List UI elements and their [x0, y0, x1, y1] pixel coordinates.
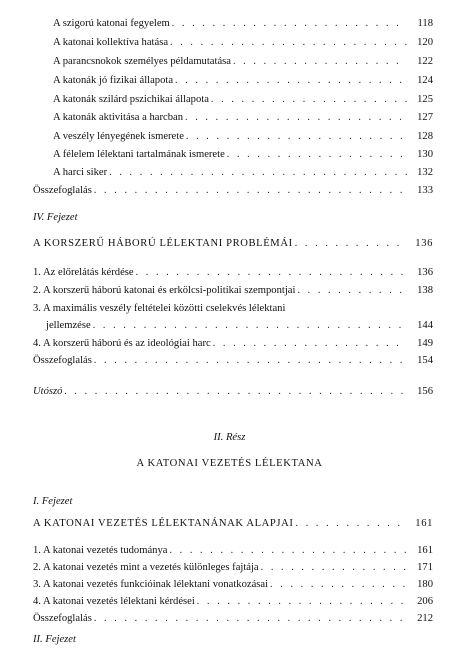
chapter-title: [33, 238, 433, 252]
toc-entry-title: 4. A korszerű háború és az ideológiai harc: [33, 338, 211, 349]
leader-dots: [186, 131, 407, 142]
toc-entry-page: 127: [417, 112, 433, 123]
toc-entry-title: 3. A maximális veszély feltételei közötti cselekvés lélektani: [33, 303, 286, 314]
leader-dots: [295, 238, 407, 249]
toc-entry-page: 125: [417, 94, 433, 105]
toc-entry-title: 2. A korszerű háború katonai és erkölcsi-politikai szempontjai: [33, 285, 296, 296]
leader-dots: [109, 167, 407, 178]
toc-entry-page: 120: [417, 37, 433, 48]
toc-entry-title: Összefoglalás: [33, 355, 92, 366]
leader-dots: [136, 267, 407, 278]
leader-dots: [94, 613, 407, 624]
toc-entry-page: 130: [417, 149, 433, 160]
toc-entry-title: A KORSZERŰ HÁBORÚ LÉLEKTANI PROBLÉMÁI: [33, 238, 293, 249]
toc-entry-page: 154: [417, 355, 433, 366]
toc-entry-page: 180: [417, 579, 433, 590]
chapter-label: I. Fejezet: [33, 496, 73, 507]
leader-dots: [170, 37, 407, 48]
toc-entry: [33, 267, 433, 281]
toc-entry: [33, 579, 433, 593]
leader-dots: [94, 355, 407, 366]
toc-entry-page: 136: [417, 267, 433, 278]
leader-dots: [94, 185, 407, 196]
chapter-label: II. Fejezet: [33, 634, 76, 645]
toc-entry-title: A veszély lényegének ismerete: [53, 131, 184, 142]
toc-entry-title: 3. A katonai vezetés funkcióinak lélektani vonatkozásai: [33, 579, 269, 590]
toc-entry: [53, 75, 433, 89]
leader-dots: [185, 112, 407, 123]
part-label: II. Rész: [213, 432, 246, 443]
leader-dots: [296, 518, 408, 529]
toc-entry-title: 1. Az előrelátás kérdése: [33, 267, 134, 278]
toc-entry-title: Összefoglalás: [33, 185, 92, 196]
toc-entry: [33, 338, 433, 352]
toc-entry: [53, 131, 433, 145]
toc-entry-title: A katonai kollektíva hatása: [53, 37, 169, 48]
toc-entry-page: 206: [417, 596, 433, 607]
toc-entry-title: jellemzése: [46, 320, 91, 331]
toc-epilogue: [33, 386, 433, 400]
leader-dots: [175, 75, 407, 86]
leader-dots: [270, 579, 407, 590]
leader-dots: [227, 149, 407, 160]
toc-entry: [53, 94, 433, 108]
toc-entry-title: 2. A katonai vezetés mint a vezetés különleges fajtája: [33, 562, 259, 573]
toc-entry-page: 171: [417, 562, 433, 573]
toc-entry: [53, 56, 433, 70]
toc-entry-page: 128: [417, 131, 433, 142]
toc-entry-page: 118: [417, 18, 433, 29]
toc-entry: [33, 562, 433, 576]
toc-entry-title: A KATONAI VEZETÉS LÉLEKTANÁNAK ALAPJAI: [33, 518, 294, 529]
leader-dots: [93, 320, 407, 331]
toc-entry-title: A szigorú katonai fegyelem: [53, 18, 170, 29]
toc-entry-page: 156: [417, 386, 433, 397]
toc-entry-page: 132: [417, 167, 433, 178]
toc-entry: [46, 320, 433, 334]
toc-entry-title: Utószó: [33, 386, 63, 397]
toc-entry-title: A katonák szilárd pszichikai állapota: [53, 94, 209, 105]
toc-entry-page: 149: [417, 338, 433, 349]
toc-entry-title: 1. A katonai vezetés tudománya: [33, 545, 168, 556]
toc-entry-page: 144: [417, 320, 433, 331]
toc-entry-page: 212: [417, 613, 433, 624]
toc-entry: [33, 285, 433, 299]
toc-summary: [33, 355, 433, 369]
leader-dots: [172, 18, 407, 29]
toc-entry-title: Összefoglalás: [33, 613, 92, 624]
leader-dots: [233, 56, 407, 67]
toc-entry-page: 161: [417, 545, 433, 556]
leader-dots: [213, 338, 407, 349]
leader-dots: [211, 94, 407, 105]
toc-entry: [53, 167, 433, 181]
toc-entry: [33, 596, 433, 610]
part-title: A KATONAI VEZETÉS LÉLEKTANA: [136, 458, 323, 469]
toc-entry-title: A katonák jó fizikai állapota: [53, 75, 174, 86]
toc-entry-page: 122: [417, 56, 433, 67]
toc-entry: [33, 545, 433, 559]
toc-entry-page: 133: [417, 185, 433, 196]
toc-entry-title: A katonák aktivitása a harcban: [53, 112, 184, 123]
toc-entry: [53, 149, 433, 163]
chapter-label: IV. Fejezet: [33, 212, 78, 223]
toc-entry-title: 4. A katonai vezetés lélektani kérdései: [33, 596, 195, 607]
chapter-title: [33, 518, 433, 532]
toc-entry-title: A parancsnokok személyes példamutatása: [53, 56, 231, 67]
toc-entry-page: 138: [417, 285, 433, 296]
toc-entry-page: 161: [415, 518, 433, 529]
toc-summary: [33, 185, 433, 199]
leader-dots: [64, 386, 407, 397]
toc-summary: [33, 613, 433, 627]
leader-dots: [169, 545, 407, 556]
toc-entry-page: 136: [415, 238, 433, 249]
leader-dots: [197, 596, 407, 607]
toc-entry-page: 124: [417, 75, 433, 86]
leader-dots: [297, 285, 407, 296]
toc-entry-title: A harci siker: [53, 167, 108, 178]
leader-dots: [261, 562, 407, 573]
toc-entry: [53, 18, 433, 32]
toc-entry-title: A félelem lélektani tartalmának ismerete: [53, 149, 225, 160]
toc-entry: [53, 37, 433, 51]
toc-entry: [53, 112, 433, 126]
